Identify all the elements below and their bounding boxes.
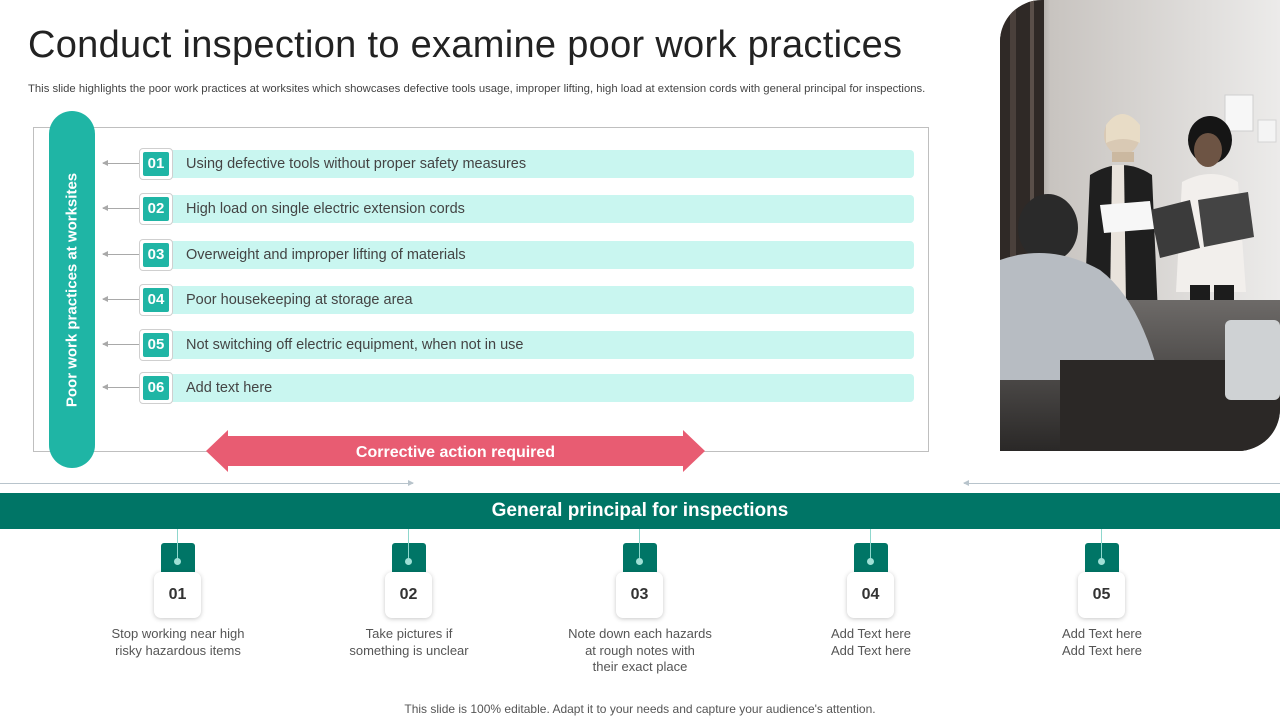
step-text: Add Text here Add Text here (831, 626, 911, 658)
step-number: 03 (616, 572, 663, 618)
practice-text: Not switching off electric equipment, when not in use (186, 337, 524, 353)
left-arrow-icon (103, 254, 139, 255)
practice-text: Add text here (186, 380, 273, 396)
left-arrow-icon (103, 163, 139, 164)
right-arrow-icon (0, 483, 413, 484)
left-arrow-icon (103, 299, 139, 300)
practice-row (103, 331, 914, 359)
step-text: Stop working near high risky hazardous items (111, 626, 245, 658)
slide-subtitle: This slide highlights the poor work practices at worksites which showcases defective tools usage, improper lifting, high load at extension cords with general principal for inspections. (28, 83, 926, 95)
step-dot (867, 558, 874, 565)
step-number: 04 (847, 572, 894, 618)
step-dot (636, 558, 643, 565)
principles-heading: General principal for inspections (0, 493, 1280, 529)
step-number: 05 (1078, 572, 1125, 618)
step-dot (174, 558, 181, 565)
step-text: Add Text here Add Text here (1062, 626, 1142, 658)
slide-title: Conduct inspection to examine poor work practices (28, 24, 903, 66)
practices-vertical-label: Poor work practices at worksites (63, 172, 81, 407)
practices-vertical-pill (49, 111, 95, 468)
practice-number: 02 (143, 197, 169, 221)
step-connector (177, 529, 178, 561)
corrective-action-banner (206, 430, 705, 472)
practice-number: 06 (143, 376, 169, 400)
practice-row (103, 286, 914, 314)
practice-row (103, 374, 914, 402)
left-arrow-icon (103, 387, 139, 388)
practice-row (103, 150, 914, 178)
step-connector (1101, 529, 1102, 561)
left-arrow-icon (103, 208, 139, 209)
left-arrow-icon (103, 344, 139, 345)
step-connector (639, 529, 640, 561)
step-connector (408, 529, 409, 561)
practice-text: Poor housekeeping at storage area (186, 292, 413, 308)
practice-row (103, 195, 914, 223)
step-number: 02 (385, 572, 432, 618)
step-dot (1098, 558, 1105, 565)
footer-note: This slide is 100% editable. Adapt it to your needs and capture your audience's attention. (404, 702, 876, 716)
practice-text: Using defective tools without proper safety measures (186, 156, 527, 172)
step-connector (870, 529, 871, 561)
practice-row (103, 241, 914, 269)
practice-number: 04 (143, 288, 169, 312)
practice-number: 01 (143, 152, 169, 176)
step-number: 01 (154, 572, 201, 618)
step-text: Note down each hazards at rough notes with their exact place (568, 626, 712, 674)
step-dot (405, 558, 412, 565)
practice-text: Overweight and improper lifting of materials (186, 247, 466, 263)
practice-text: High load on single electric extension cords (186, 201, 465, 217)
practice-number: 03 (143, 243, 169, 267)
step-text: Take pictures if something is unclear (349, 626, 469, 658)
office-meeting-photo (1000, 0, 1280, 451)
left-arrow-icon (964, 483, 1280, 484)
practice-number: 05 (143, 333, 169, 357)
corrective-action-label: Corrective action required (355, 444, 556, 461)
